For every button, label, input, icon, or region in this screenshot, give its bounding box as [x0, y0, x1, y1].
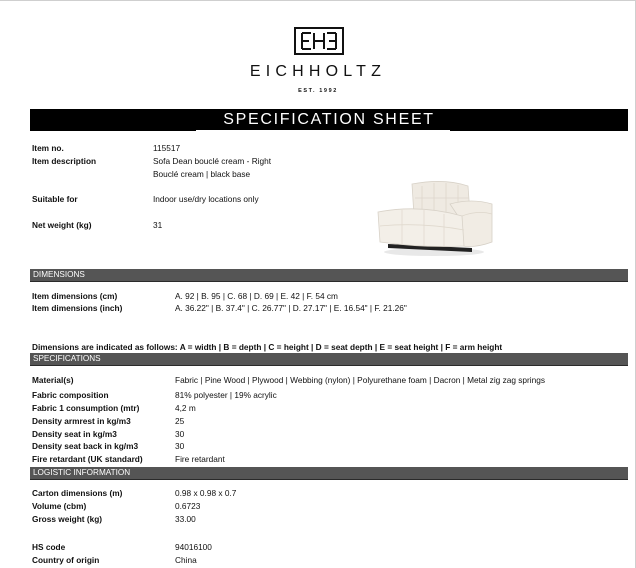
hs-code-label: HS code: [32, 542, 66, 552]
spec-label: Volume (cbm): [32, 501, 87, 511]
section-logistics-title: LOGISTIC INFORMATION: [33, 468, 131, 477]
section-specifications: [30, 353, 628, 366]
spec-value: Fire retardant: [175, 454, 225, 464]
spec-label: Density armrest in kg/m3: [32, 416, 131, 426]
spec-label: Item dimensions (inch): [32, 303, 123, 313]
item-no-label: Item no.: [32, 143, 64, 153]
section-logistics: [30, 467, 628, 480]
spec-value: 0.6723: [175, 501, 201, 511]
spec-value: A. 36.22" | B. 37.4" | C. 26.77" | D. 27.17" | E. 16.54" | F. 21.26": [175, 303, 407, 313]
section-dimensions: [30, 269, 628, 282]
hs-code-value: 94016100: [175, 542, 212, 552]
brand-name: EICHHOLTZ: [249, 63, 387, 80]
item-no-value: 115517: [153, 143, 181, 153]
spec-label: Material(s): [32, 375, 74, 385]
spec-value: 25: [175, 416, 185, 426]
spec-label: Fire retardant (UK standard): [32, 454, 143, 464]
suitable-for-label: Suitable for: [32, 194, 78, 204]
country-of-origin-label: Country of origin: [32, 555, 100, 565]
spec-value: A. 92 | B. 95 | C. 68 | D. 69 | E. 42 | F. 54 cm: [175, 291, 338, 301]
spec-label: Density seat in kg/m3: [32, 429, 117, 439]
item-description-line2: Bouclé cream | black base: [153, 169, 251, 179]
item-description-line1: Sofa Dean bouclé cream - Right: [153, 156, 272, 166]
brand-monogram-logo: [294, 27, 344, 55]
page-border-top: [0, 0, 636, 1]
spec-label: Gross weight (kg): [32, 514, 103, 524]
title-bar: [30, 109, 628, 131]
suitable-for-value: Indoor use/dry locations only: [153, 194, 259, 204]
brand-established: EST. 1992: [298, 88, 338, 94]
spec-value: 81% polyester | 19% acrylic: [175, 390, 277, 400]
dimensions-note: Dimensions are indicated as follows: A = width | B = depth | C = height | D = seat depth | E = seat height | F = arm height: [32, 342, 503, 352]
item-description-label: Item description: [32, 156, 97, 166]
spec-value: 0.98 x 0.98 x 0.7: [175, 488, 237, 498]
spec-label: Fabric composition: [32, 390, 109, 400]
title-underline: [196, 130, 450, 131]
spec-value: 4,2 m: [175, 403, 196, 413]
country-of-origin-value: China: [175, 555, 197, 565]
net-weight-label: Net weight (kg): [32, 220, 92, 230]
section-dimensions-title: DIMENSIONS: [33, 270, 85, 279]
spec-label: Item dimensions (cm): [32, 291, 118, 301]
spec-label: Carton dimensions (m): [32, 488, 123, 498]
section-specifications-title: SPECIFICATIONS: [33, 354, 101, 363]
spec-label: Fabric 1 consumption (mtr): [32, 403, 140, 413]
net-weight-value: 31: [153, 220, 163, 230]
spec-value: 30: [175, 441, 185, 451]
spec-value: 33.00: [175, 514, 196, 524]
spec-value: Fabric | Pine Wood | Plywood | Webbing (nylon) | Polyurethane foam | Dacron | Metal zig zag springs: [175, 375, 546, 385]
spec-value: 30: [175, 429, 185, 439]
sofa-product-image: [372, 176, 494, 258]
page-title: SPECIFICATION SHEET: [223, 111, 435, 128]
spec-label: Density seat back in kg/m3: [32, 441, 139, 451]
